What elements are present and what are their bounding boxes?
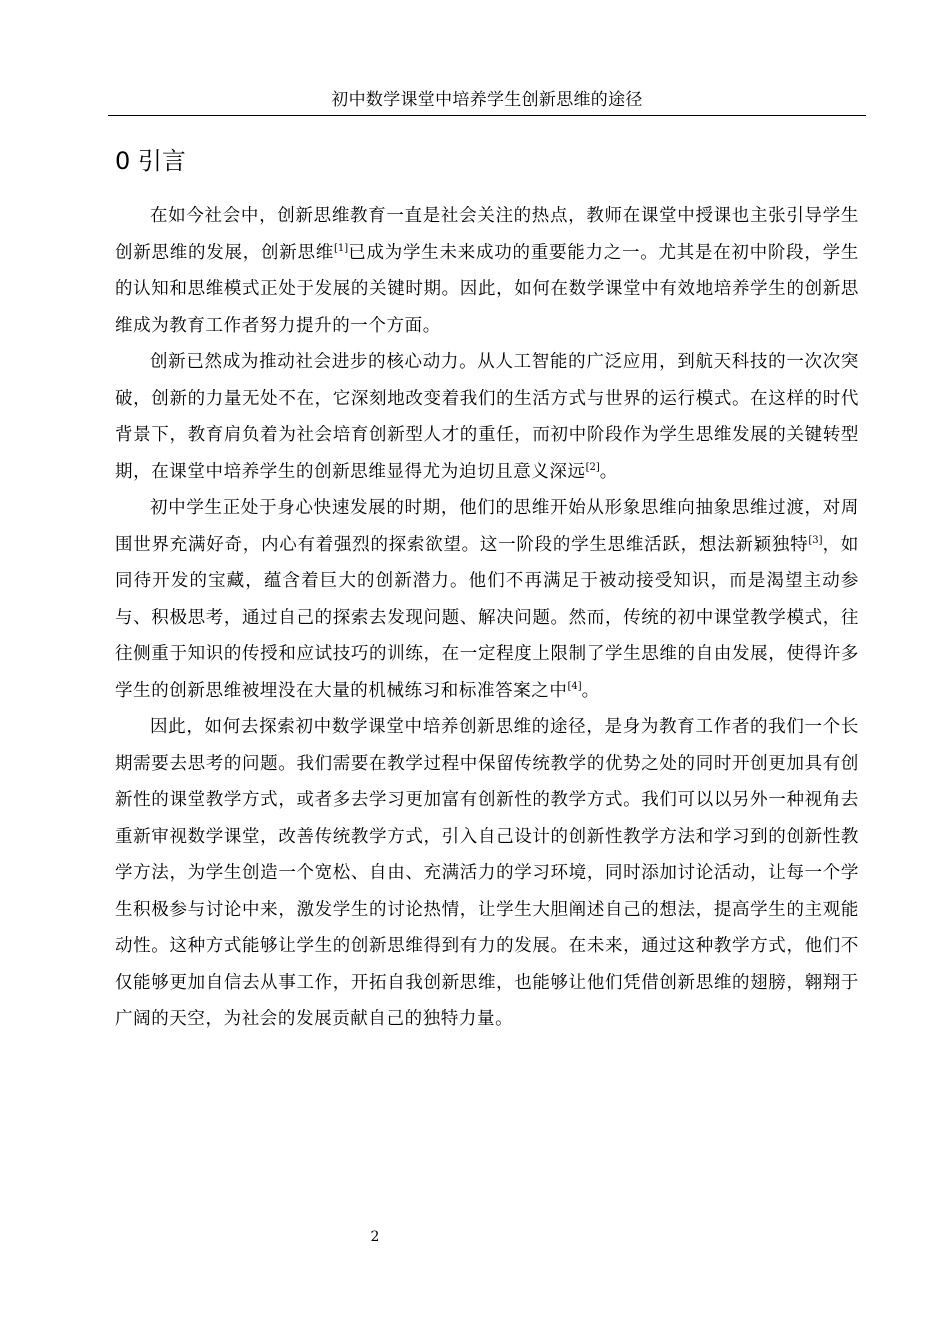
paragraph-text: 创新已然成为推动社会进步的核心动力。从人工智能的广泛应用，到航天科技的一次次突破，创新的力量无处不在，它深刻地改变着我们的生活方式与世界的运行模式。在这样的时代背景下，教育肩负着为社会培育创新型人才的重任，而初中阶段作为学生思维发展的关键转型期，在课堂中培养学生的创新思维显得尤为迫切且意义深远	[115, 352, 859, 482]
paragraph-text: ，如同待开发的宝藏，蕴含着巨大的创新潜力。他们不再满足于被动接受知识，而是渴望主动参与、积极思考，通过自己的探索去发现问题、解决问题。然而，传统的初中课堂教学模式，往往侧重于知识的传授和应试技巧的训练，在一定程度上限制了学生思维的自由发展，使得许多学生的创新思维被埋没在大量的机械练习和标准答案之中	[115, 534, 860, 701]
citation-marker: [3]	[808, 534, 823, 546]
section-heading: 0 引言	[115, 147, 186, 175]
paragraph-text: 初中学生正处于身心快速发展的时期，他们的思维开始从形象思维向抽象思维过渡，对周围世界充满好奇，内心有着强烈的探索欲望。这一阶段的学生思维活跃，想法新颖独特	[115, 498, 859, 555]
citation-marker: [2]	[585, 461, 600, 473]
header-rule	[108, 115, 866, 116]
paragraph-1	[115, 198, 859, 344]
paragraph-3	[115, 490, 859, 709]
page-number: 2	[370, 1229, 380, 1245]
paragraph-4	[115, 709, 859, 1038]
paragraph-text: 因此，如何去探索初中数学课堂中培养创新思维的途径，是身为教育工作者的我们一个长期需要去思考的问题。我们需要在教学过程中保留传统教学的优势之处的同时开创更加具有创新性的课堂教学方式，或者多去学习更加富有创新性的教学方式。我们可以以另外一种视角去重新审视数学课堂，改善传统教学方式，引入自己设计的创新性教学方法和学习到的创新性教学方法，为学生创造一个宽松、自由、充满活力的学习环境，同时添加讨论活动，让每一个学生积极参与讨论中来，激发学生的讨论热情，让学生大胆阐述自己的想法，提高学生的主观能动性。这种方式能够让学生的创新思维得到有力的发展。在未来，通过这种教学方式，他们不仅能够更加自信去从事工作，开拓自我创新思维，也能够让他们凭借创新思维的翅膀，翱翔于广阔的天空，为社会的发展贡献自己的独特力量。	[115, 717, 859, 1029]
paragraph-text: 在如今社会中，创新思维教育一直是社会关注的热点，教师在课堂中授课也主张引导学生创新思维的发展，创新思维	[115, 206, 859, 263]
paragraph-text: 。	[599, 461, 618, 482]
citation-marker: [4]	[567, 680, 582, 692]
paragraph-text: 。	[581, 680, 600, 701]
body-text	[115, 198, 859, 1038]
citation-marker: [1]	[333, 242, 349, 254]
running-header-title: 初中数学课堂中培养学生创新思维的途径	[331, 90, 643, 110]
paragraph-text: 已成为学生未来成功的重要能力之一。尤其是在初中阶段，学生的认知和思维模式正处于发展的关键时期。因此，如何在数学课堂中有效地培养学生的创新思维成为教育工作者努力提升的一个方面。	[115, 242, 859, 336]
paragraph-2	[115, 344, 859, 490]
